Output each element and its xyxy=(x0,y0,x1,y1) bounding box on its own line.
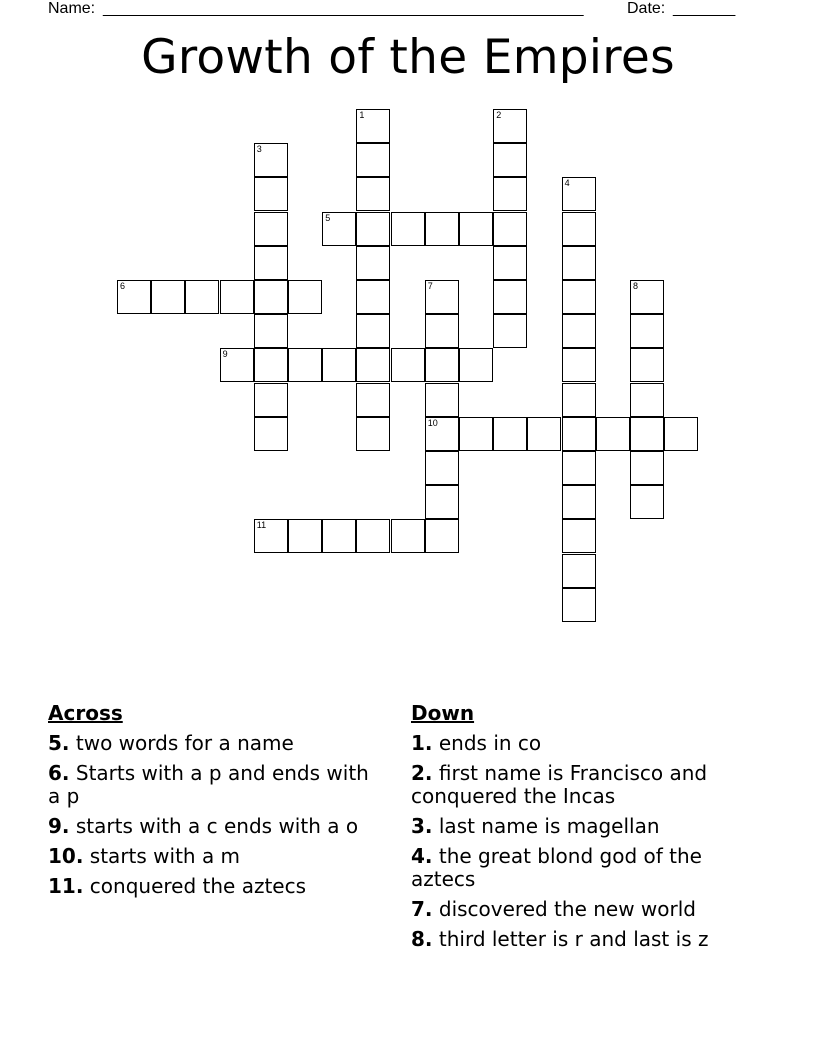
grid-cell[interactable] xyxy=(493,109,527,143)
grid-cell[interactable] xyxy=(425,280,459,314)
grid-cell[interactable] xyxy=(254,280,288,314)
clue-number: 3. xyxy=(411,814,433,838)
grid-cell[interactable] xyxy=(425,212,459,246)
grid-cell[interactable] xyxy=(562,212,596,246)
clue-number: 1. xyxy=(411,731,433,755)
cell-number: 9 xyxy=(222,349,228,360)
across-clue-9 xyxy=(48,815,378,838)
clue-text: first name is Francisco and conquered the Incas xyxy=(411,761,708,808)
clue-text: conquered the aztecs xyxy=(89,874,307,898)
grid-cell[interactable] xyxy=(562,246,596,280)
across-clues xyxy=(48,702,378,905)
clue-text: Starts with a p and ends with a p xyxy=(48,761,369,808)
grid-cell[interactable] xyxy=(356,348,390,382)
grid-cell[interactable] xyxy=(322,212,356,246)
down-clue-2 xyxy=(411,762,756,808)
cell-number: 10 xyxy=(427,417,438,428)
cell-number: 1 xyxy=(359,110,365,120)
cell-number: 11 xyxy=(256,520,267,531)
cell-number: 6 xyxy=(120,281,126,291)
grid-cell[interactable] xyxy=(459,348,493,382)
grid-cell[interactable] xyxy=(254,314,288,348)
grid-cell[interactable] xyxy=(322,348,356,382)
grid-cell[interactable] xyxy=(322,519,356,553)
grid-cell[interactable] xyxy=(562,177,596,211)
grid-cell[interactable] xyxy=(151,280,185,314)
grid-cell[interactable] xyxy=(254,143,288,177)
clue-text: the great blond god of the aztecs xyxy=(411,844,702,891)
grid-cell[interactable] xyxy=(562,383,596,417)
down-clue-4 xyxy=(411,845,756,891)
grid-cell[interactable] xyxy=(254,383,288,417)
grid-cell[interactable] xyxy=(254,246,288,280)
clue-text: two words for a name xyxy=(75,731,294,755)
grid-cell[interactable] xyxy=(630,314,664,348)
down-clue-3 xyxy=(411,815,756,838)
grid-cell[interactable] xyxy=(425,417,459,451)
clue-number: 8. xyxy=(411,927,433,951)
grid-cell[interactable] xyxy=(356,143,390,177)
grid-cell[interactable] xyxy=(562,554,596,588)
clue-text: last name is magellan xyxy=(438,814,660,838)
grid-cell[interactable] xyxy=(664,417,698,451)
date-field-line[interactable]: _______ xyxy=(673,0,736,17)
puzzle-title: Growth of the Empires xyxy=(141,30,675,85)
down-heading: Down xyxy=(411,701,475,725)
cell-number: 5 xyxy=(325,212,331,223)
grid-cell[interactable] xyxy=(493,280,527,314)
grid-cell[interactable] xyxy=(254,177,288,211)
grid-cell[interactable] xyxy=(356,314,390,348)
grid-cell[interactable] xyxy=(562,314,596,348)
grid-cell[interactable] xyxy=(356,109,390,143)
clue-text: ends in co xyxy=(438,731,542,755)
grid-cell[interactable] xyxy=(630,485,664,519)
grid-cell[interactable] xyxy=(356,383,390,417)
cell-number: 8 xyxy=(633,281,639,291)
grid-cell[interactable] xyxy=(562,485,596,519)
grid-cell[interactable] xyxy=(254,212,288,246)
grid-cell[interactable] xyxy=(220,348,254,382)
grid-cell[interactable] xyxy=(425,451,459,485)
grid-cell[interactable] xyxy=(288,348,322,382)
grid-cell[interactable] xyxy=(562,519,596,553)
grid-cell[interactable] xyxy=(493,246,527,280)
grid-cell[interactable] xyxy=(425,485,459,519)
grid-cell[interactable] xyxy=(459,212,493,246)
grid-cell[interactable] xyxy=(254,519,288,553)
across-clue-10 xyxy=(48,845,378,868)
grid-cell[interactable] xyxy=(527,417,561,451)
across-clue-6 xyxy=(48,762,378,808)
clue-number: 11. xyxy=(48,874,84,898)
clue-number: 2. xyxy=(411,761,433,785)
grid-cell[interactable] xyxy=(356,246,390,280)
grid-cell[interactable] xyxy=(220,280,254,314)
clue-text: discovered the new world xyxy=(438,897,697,921)
down-clue-7 xyxy=(411,898,756,921)
grid-cell[interactable] xyxy=(562,588,596,622)
clue-number: 9. xyxy=(48,814,70,838)
clue-text: starts with a c ends with a o xyxy=(75,814,359,838)
grid-cell[interactable] xyxy=(425,348,459,382)
grid-cell[interactable] xyxy=(254,348,288,382)
name-label: Name: xyxy=(48,0,96,17)
grid-cell[interactable] xyxy=(493,143,527,177)
cell-number: 7 xyxy=(427,281,433,291)
grid-cell[interactable] xyxy=(391,212,425,246)
grid-cell[interactable] xyxy=(356,177,390,211)
grid-cell[interactable] xyxy=(630,417,664,451)
grid-cell[interactable] xyxy=(630,451,664,485)
across-heading: Across xyxy=(48,701,123,725)
clue-number: 4. xyxy=(411,844,433,868)
clue-number: 7. xyxy=(411,897,433,921)
grid-cell[interactable] xyxy=(288,280,322,314)
grid-cell[interactable] xyxy=(185,280,219,314)
clue-text: third letter is r and last is z xyxy=(438,927,709,951)
grid-cell[interactable] xyxy=(596,417,630,451)
grid-cell[interactable] xyxy=(493,314,527,348)
grid-cell[interactable] xyxy=(425,519,459,553)
down-clue-1 xyxy=(411,732,756,755)
grid-cell[interactable] xyxy=(493,212,527,246)
grid-cell[interactable] xyxy=(630,383,664,417)
date-label: Date: xyxy=(627,0,666,17)
across-clue-11 xyxy=(48,875,378,898)
clue-number: 6. xyxy=(48,761,70,785)
grid-cell[interactable] xyxy=(356,519,390,553)
grid-cell[interactable] xyxy=(562,348,596,382)
cell-number: 2 xyxy=(496,110,502,120)
grid-cell[interactable] xyxy=(493,177,527,211)
grid-cell[interactable] xyxy=(425,314,459,348)
across-clue-5 xyxy=(48,732,378,755)
grid-cell[interactable] xyxy=(562,417,596,451)
grid-cell[interactable] xyxy=(425,383,459,417)
grid-cell[interactable] xyxy=(562,451,596,485)
grid-cell[interactable] xyxy=(562,280,596,314)
cell-number: 4 xyxy=(564,178,570,189)
grid-cell[interactable] xyxy=(391,348,425,382)
clue-text: starts with a m xyxy=(89,844,241,868)
grid-cell[interactable] xyxy=(117,280,151,314)
grid-cell[interactable] xyxy=(459,417,493,451)
grid-cell[interactable] xyxy=(493,417,527,451)
name-field-line[interactable]: ______________________________________________________ xyxy=(103,0,584,17)
clue-number: 10. xyxy=(48,844,84,868)
grid-cell[interactable] xyxy=(356,417,390,451)
grid-cell[interactable] xyxy=(356,280,390,314)
grid-cell[interactable] xyxy=(356,212,390,246)
clue-number: 5. xyxy=(48,731,70,755)
cell-number: 3 xyxy=(256,144,262,155)
down-clue-8 xyxy=(411,928,756,951)
grid-cell[interactable] xyxy=(630,348,664,382)
grid-cell[interactable] xyxy=(391,519,425,553)
down-clues xyxy=(411,702,756,958)
grid-cell[interactable] xyxy=(630,280,664,314)
grid-cell[interactable] xyxy=(288,519,322,553)
grid-cell[interactable] xyxy=(254,417,288,451)
